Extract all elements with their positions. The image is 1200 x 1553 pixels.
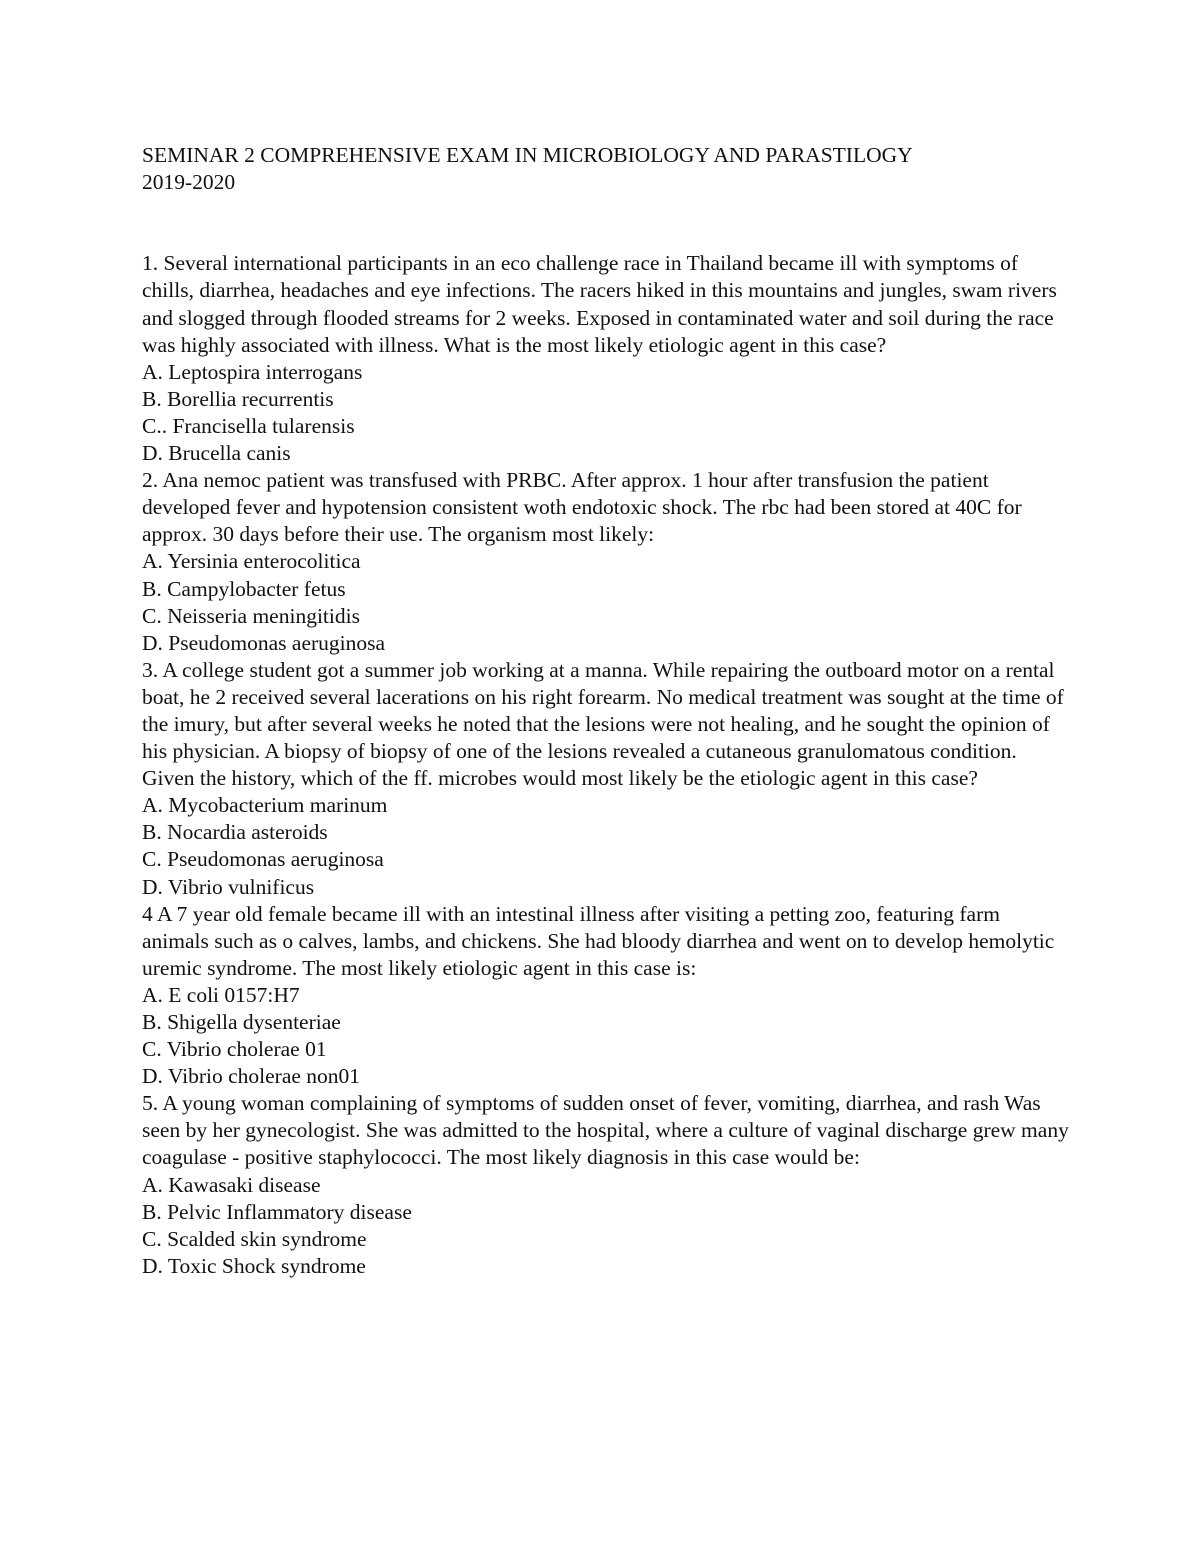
choice-d: D. Vibrio cholerae non01 — [142, 1064, 361, 1089]
choice-c: C. Scalded skin syndrome — [142, 1226, 367, 1251]
choice-a: A. Kawasaki disease — [142, 1172, 321, 1197]
document-page — [142, 142, 1072, 1280]
choice-d: D. Vibrio vulnificus — [142, 874, 315, 899]
document-year: 2019-2020 — [142, 170, 236, 195]
choice-b: B. Campylobacter fetus — [142, 576, 346, 601]
choice-a: A. Yersinia enterocolitica — [142, 549, 361, 574]
choice-b: B. Pelvic Inflammatory disease — [142, 1199, 412, 1224]
choice-b: B. Borellia recurrentis — [142, 386, 334, 411]
choice-c: C. Pseudomonas aeruginosa — [142, 847, 384, 872]
choice-b: B. Shigella dysenteriae — [142, 1010, 341, 1034]
question-2 — [142, 467, 1072, 657]
document-title: SEMINAR 2 COMPREHENSIVE EXAM IN MICROBIOLOGY AND PARASTILOGY — [142, 143, 913, 167]
question-3 — [142, 657, 1072, 901]
choice-a: A. E coli 0157:H7 — [142, 982, 300, 1007]
choice-b: B. Nocardia asteroids — [142, 820, 328, 845]
question-stem: 1. Several international participants in an eco challenge race in Thailand became ill with symptoms of chills, diarrhea, headaches and eye infections. The racers hiked in this mountains and jungles, swam rivers and slogged through flooded streams for 2 weeks. Exposed in contaminated water and soil during the race was highly associated with illness. What is the most likely etiologic agent in this case? — [142, 251, 1057, 357]
choice-d: D. Toxic Shock syndrome — [142, 1253, 366, 1278]
choice-c: C. Vibrio cholerae 01 — [142, 1037, 327, 1062]
title-spacer — [142, 196, 1072, 250]
question-stem: 5. A young woman complaining of symptoms of sudden onset of fever, vomiting, diarrhea, and rash Was seen by her gynecologist. She was admitted to the hospital, where a culture of vaginal discharge grew many coagulase - positive staphylococci. The most likely diagnosis in this case would be: — [142, 1091, 1069, 1170]
choice-d: D. Brucella canis — [142, 441, 291, 466]
question-5 — [142, 1090, 1072, 1280]
question-1 — [142, 250, 1072, 467]
choice-a: A. Leptospira interrogans — [142, 359, 363, 384]
choice-c: C.. Francisella tularensis — [142, 413, 355, 438]
question-stem: 3. A college student got a summer job working at a manna. While repairing the outboard motor on a rental boat, he 2 received several lacerations on his right forearm. No medical treatment was sought at the time of the imury, but after several weeks he noted that the lesions were not healing, and he sought the opinion of his physician. A biopsy of biopsy of one of the lesions revealed a cutaneous granulomatous condition. Given the history, which of the ff. microbes would most likely be the etiologic agent in this case? — [142, 657, 1064, 791]
choice-d: D. Pseudomonas aeruginosa — [142, 630, 386, 655]
question-stem: 4 A 7 year old female became ill with an intestinal illness after visiting a petting zoo, featuring farm animals such as o calves, lambs, and chickens. She had bloody diarrhea and went on to develop hemolytic uremic syndrome. The most likely etiologic agent in this case is: — [142, 901, 1055, 980]
choice-a: A. Mycobacterium marinum — [142, 793, 388, 818]
choice-c: C. Neisseria meningitidis — [142, 603, 360, 628]
question-4 — [142, 901, 1072, 1091]
question-stem: 2. Ana nemoc patient was transfused with PRBC. After approx. 1 hour after transfusion the patient developed fever and hypotension consistent woth endotoxic shock. The rbc had been stored at 40C for approx. 30 days before their use. The organism most likely: — [142, 468, 1022, 547]
